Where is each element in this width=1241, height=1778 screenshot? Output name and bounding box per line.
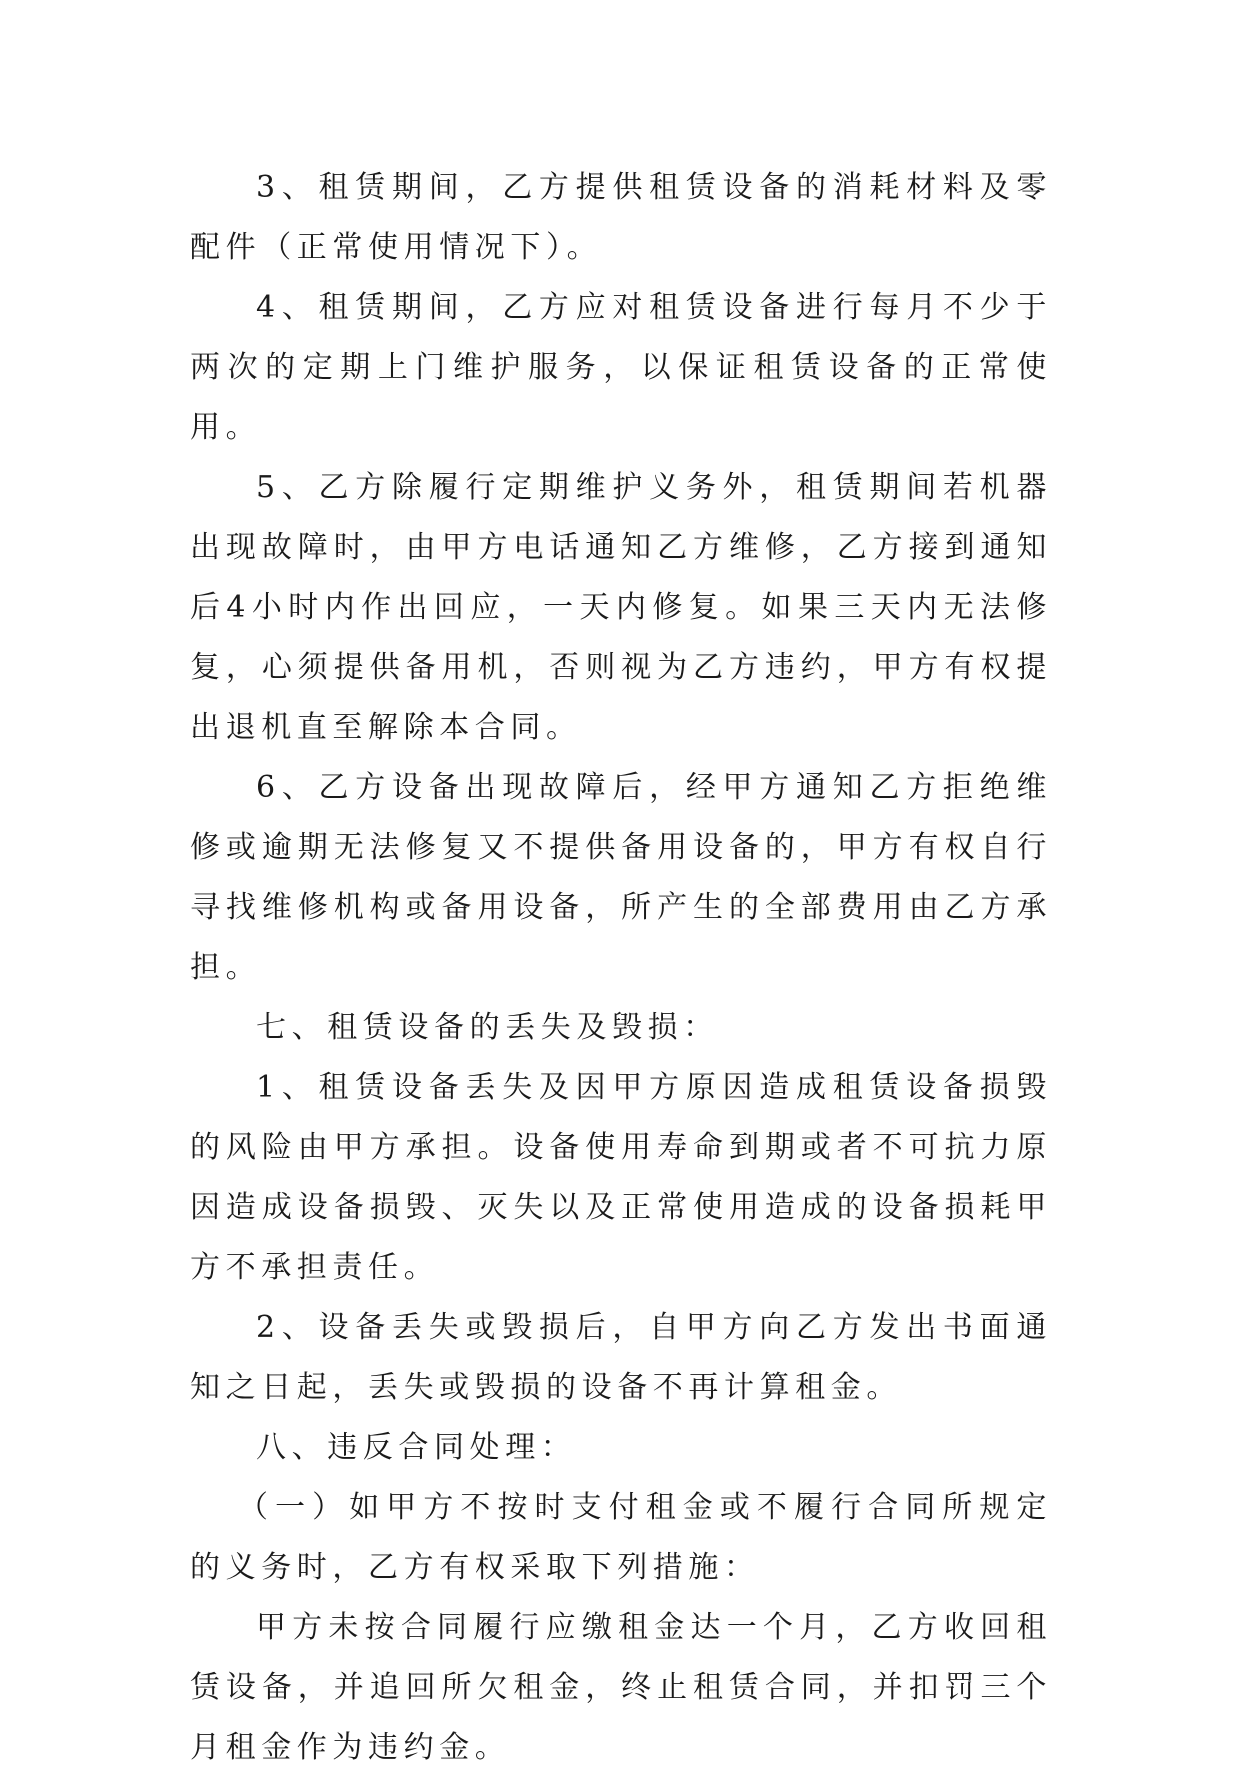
document-page [190,158,1052,1778]
section-heading-7: 七、租赁设备的丢失及毁损： [256,1010,719,1045]
clause-8-1: （一）如甲方不按时支付租金或不履行合同所规定的义务时，乙方有权采取下列措施： [190,1490,1052,1585]
clause-8-1-detail: 甲方未按合同履行应缴租金达一个月，乙方收回租赁设备，并追回所欠租金，终止租赁合同，并扣罚三个月租金作为违约金。 [190,1610,1052,1765]
section-heading-8: 八、违反合同处理： [256,1430,577,1465]
clause-6-6: 6、乙方设备出现故障后，经甲方通知乙方拒绝维修或逾期无法修复又不提供备用设备的，甲方有权自行寻找维修机构或备用设备，所产生的全部费用由乙方承担。 [190,770,1052,985]
clause-7-2: 2、设备丢失或毁损后，自甲方向乙方发出书面通知之日起，丢失或毁损的设备不再计算租金。 [190,1310,1052,1405]
clause-6-3: 3、租赁期间，乙方提供租赁设备的消耗材料及零配件（正常使用情况下）。 [190,170,1052,265]
clause-7-1: 1、租赁设备丢失及因甲方原因造成租赁设备损毁的风险由甲方承担。设备使用寿命到期或者不可抗力原因造成设备损毁、灭失以及正常使用造成的设备损耗甲方不承担责任。 [190,1070,1052,1285]
clause-6-5: 5、乙方除履行定期维护义务外，租赁期间若机器出现故障时，由甲方电话通知乙方维修，乙方接到通知后4小时内作出回应，一天内修复。如果三天内无法修复，心须提供备用机，否则视为乙方违约，甲方有权提出退机直至解除本合同。 [190,470,1052,745]
clause-6-4: 4、租赁期间，乙方应对租赁设备进行每月不少于两次的定期上门维护服务，以保证租赁设备的正常使用。 [190,290,1052,445]
